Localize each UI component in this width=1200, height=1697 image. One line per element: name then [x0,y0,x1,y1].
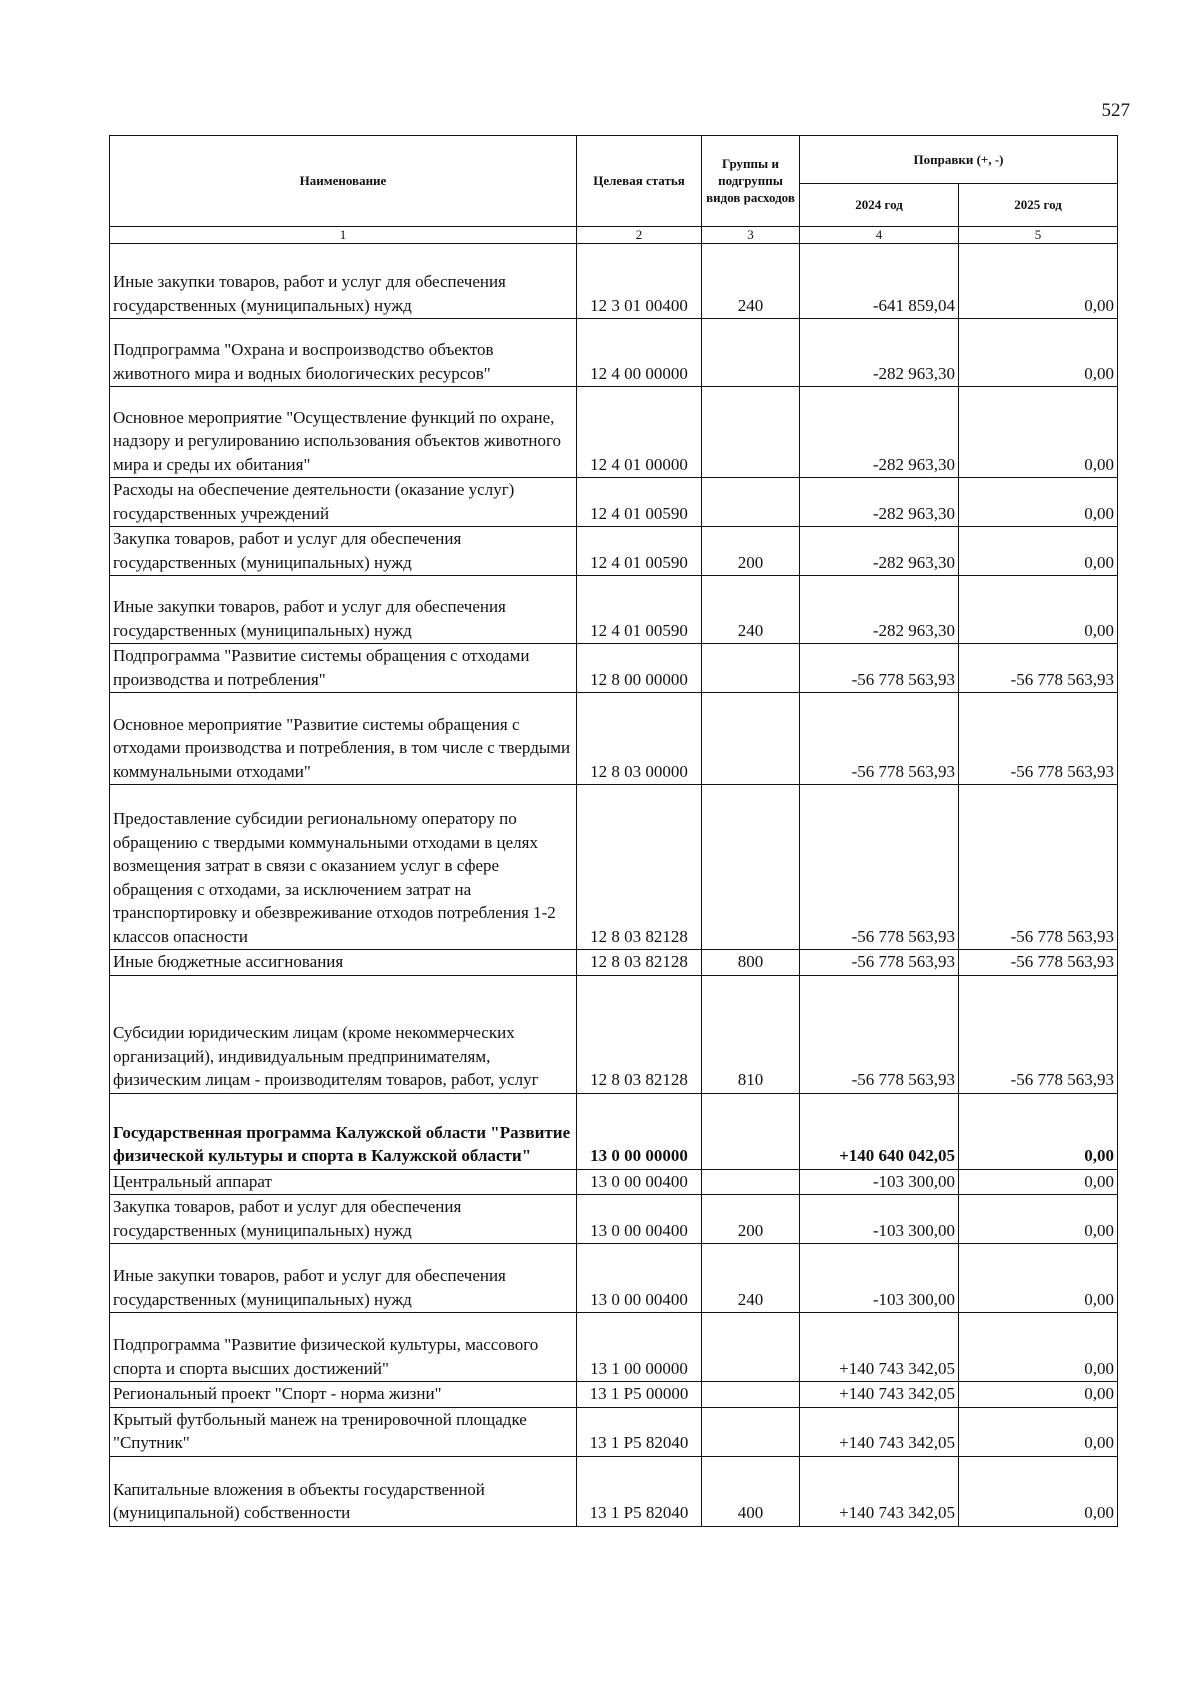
row-target-code: 12 4 01 00000 [577,387,702,478]
row-amount-2024: -56 778 563,93 [800,644,959,693]
table-row [110,1382,1118,1408]
row-amount-2025: 0,00 [959,1169,1118,1195]
row-amount-2024: -56 778 563,93 [800,975,959,1093]
row-expense-kind: 240 [702,576,800,644]
row-amount-2024: -103 300,00 [800,1244,959,1313]
row-expense-kind [702,693,800,785]
row-target-code: 13 1 P5 82040 [577,1407,702,1456]
row-expense-kind: 240 [702,1244,800,1313]
row-target-code: 12 3 01 00400 [577,244,702,319]
row-amount-2025: -56 778 563,93 [959,975,1118,1093]
row-amount-2025: -56 778 563,93 [959,644,1118,693]
row-amount-2024: +140 743 342,05 [800,1313,959,1382]
row-amount-2025: 0,00 [959,244,1118,319]
row-target-code: 12 4 00 00000 [577,319,702,387]
column-number: 5 [959,227,1118,244]
column-number: 2 [577,227,702,244]
row-name: Предоставление субсидии региональному оператору по обращению с твердыми коммунальными отходами в целях возмещения затрат в связи с оказанием услуг в сфере обращения с отходами, за исключением затрат на транспортировку и обезвреживание отходов потребления 1-2 классов опасности [110,785,577,950]
row-amount-2024: -282 963,30 [800,527,959,576]
row-amount-2025: 0,00 [959,387,1118,478]
row-target-code: 13 0 00 00400 [577,1244,702,1313]
row-expense-kind [702,478,800,527]
row-target-code: 12 4 01 00590 [577,576,702,644]
table-row [110,1093,1118,1169]
row-name: Крытый футбольный манеж на тренировочной площадке "Спутник" [110,1407,577,1456]
table-row [110,1169,1118,1195]
row-name: Иные закупки товаров, работ и услуг для обеспечения государственных (муниципальных) нужд [110,576,577,644]
header-year-2025: 2025 год [959,184,1118,227]
row-amount-2025: 0,00 [959,527,1118,576]
table-row [110,950,1118,976]
row-amount-2025: -56 778 563,93 [959,693,1118,785]
row-name: Подпрограмма "Развитие физической культуры, массового спорта и спорта высших достижений" [110,1313,577,1382]
row-name: Основное мероприятие "Развитие системы обращения с отходами производства и потребления, в том числе с твердыми коммунальными отходами" [110,693,577,785]
row-target-code: 12 8 03 00000 [577,693,702,785]
row-amount-2024: +140 743 342,05 [800,1407,959,1456]
row-target-code: 13 1 P5 82040 [577,1456,702,1526]
table-row [110,1195,1118,1244]
row-name: Субсидии юридическим лицам (кроме некоммерческих организаций), индивидуальным предпринимателям, физическим лицам - производителям товаров, работ, услуг [110,975,577,1093]
row-expense-kind [702,1382,800,1408]
row-amount-2025: -56 778 563,93 [959,950,1118,976]
table-row [110,785,1118,950]
page-number: 527 [1101,100,1130,121]
row-expense-kind: 240 [702,244,800,319]
row-target-code: 13 0 00 00400 [577,1169,702,1195]
row-name: Подпрограмма "Развитие системы обращения с отходами производства и потребления" [110,644,577,693]
row-amount-2025: 0,00 [959,1195,1118,1244]
row-name: Иные бюджетные ассигнования [110,950,577,976]
table-row [110,478,1118,527]
table-row [110,1244,1118,1313]
column-number: 3 [702,227,800,244]
row-expense-kind: 200 [702,1195,800,1244]
row-amount-2025: 0,00 [959,478,1118,527]
row-expense-kind: 200 [702,527,800,576]
row-amount-2025: -56 778 563,93 [959,785,1118,950]
row-expense-kind: 400 [702,1456,800,1526]
row-name: Региональный проект "Спорт - норма жизни" [110,1382,577,1408]
row-amount-2024: -103 300,00 [800,1195,959,1244]
table-row [110,244,1118,319]
row-amount-2025: 0,00 [959,1244,1118,1313]
row-amount-2024: -56 778 563,93 [800,785,959,950]
row-target-code: 12 8 00 00000 [577,644,702,693]
row-amount-2025: 0,00 [959,319,1118,387]
header-year-2024: 2024 год [800,184,959,227]
table-row [110,1456,1118,1526]
row-name: Закупка товаров, работ и услуг для обеспечения государственных (муниципальных) нужд [110,527,577,576]
row-amount-2024: -56 778 563,93 [800,950,959,976]
row-amount-2025: 0,00 [959,1382,1118,1408]
row-amount-2024: -282 963,30 [800,576,959,644]
row-target-code: 13 0 00 00400 [577,1195,702,1244]
row-name: Закупка товаров, работ и услуг для обеспечения государственных (муниципальных) нужд [110,1195,577,1244]
row-amount-2025: 0,00 [959,1313,1118,1382]
row-target-code: 12 4 01 00590 [577,527,702,576]
column-number: 1 [110,227,577,244]
table-row [110,693,1118,785]
row-amount-2024: -641 859,04 [800,244,959,319]
row-expense-kind [702,319,800,387]
row-name: Государственная программа Калужской области "Развитие физической культуры и спорта в Калужской области" [110,1093,577,1169]
table-row [110,576,1118,644]
row-name: Иные закупки товаров, работ и услуг для обеспечения государственных (муниципальных) нужд [110,1244,577,1313]
row-target-code: 12 8 03 82128 [577,785,702,950]
row-expense-kind [702,387,800,478]
row-target-code: 12 8 03 82128 [577,950,702,976]
row-amount-2024: -282 963,30 [800,319,959,387]
row-expense-kind [702,1313,800,1382]
row-expense-kind [702,1407,800,1456]
row-expense-kind: 810 [702,975,800,1093]
row-name: Подпрограмма "Охрана и воспроизводство объектов животного мира и водных биологических ресурсов" [110,319,577,387]
table-row [110,975,1118,1093]
row-target-code: 13 0 00 00000 [577,1093,702,1169]
column-number: 4 [800,227,959,244]
row-amount-2024: -56 778 563,93 [800,693,959,785]
table-row [110,387,1118,478]
row-target-code: 12 4 01 00590 [577,478,702,527]
row-amount-2024: -282 963,30 [800,478,959,527]
budget-table [109,135,1118,1527]
row-name: Капитальные вложения в объекты государственной (муниципальной) собственности [110,1456,577,1526]
row-amount-2024: +140 743 342,05 [800,1382,959,1408]
table-row [110,319,1118,387]
row-expense-kind [702,644,800,693]
row-amount-2024: -282 963,30 [800,387,959,478]
row-amount-2024: -103 300,00 [800,1169,959,1195]
table-row [110,1407,1118,1456]
header-target: Целевая статья [577,136,702,227]
row-target-code: 12 8 03 82128 [577,975,702,1093]
header-amendments: Поправки (+, -) [800,136,1118,184]
row-name: Иные закупки товаров, работ и услуг для обеспечения государственных (муниципальных) нужд [110,244,577,319]
row-name: Основное мероприятие "Осуществление функций по охране, надзору и регулированию использования объектов животного мира и среды их обитания" [110,387,577,478]
row-expense-kind [702,1093,800,1169]
row-name: Расходы на обеспечение деятельности (оказание услуг) государственных учреждений [110,478,577,527]
row-expense-kind [702,785,800,950]
row-expense-kind [702,1169,800,1195]
row-target-code: 13 1 00 00000 [577,1313,702,1382]
header-group: Группы и подгруппы видов расходов [702,136,800,227]
row-target-code: 13 1 P5 00000 [577,1382,702,1408]
row-amount-2024: +140 743 342,05 [800,1456,959,1526]
row-amount-2024: +140 640 042,05 [800,1093,959,1169]
row-expense-kind: 800 [702,950,800,976]
row-name: Центральный аппарат [110,1169,577,1195]
row-amount-2025: 0,00 [959,1093,1118,1169]
table-row [110,644,1118,693]
row-amount-2025: 0,00 [959,1407,1118,1456]
row-amount-2025: 0,00 [959,576,1118,644]
header-name: Наименование [110,136,577,227]
table-body [110,244,1118,1527]
table-row [110,1313,1118,1382]
row-amount-2025: 0,00 [959,1456,1118,1526]
table-row [110,527,1118,576]
